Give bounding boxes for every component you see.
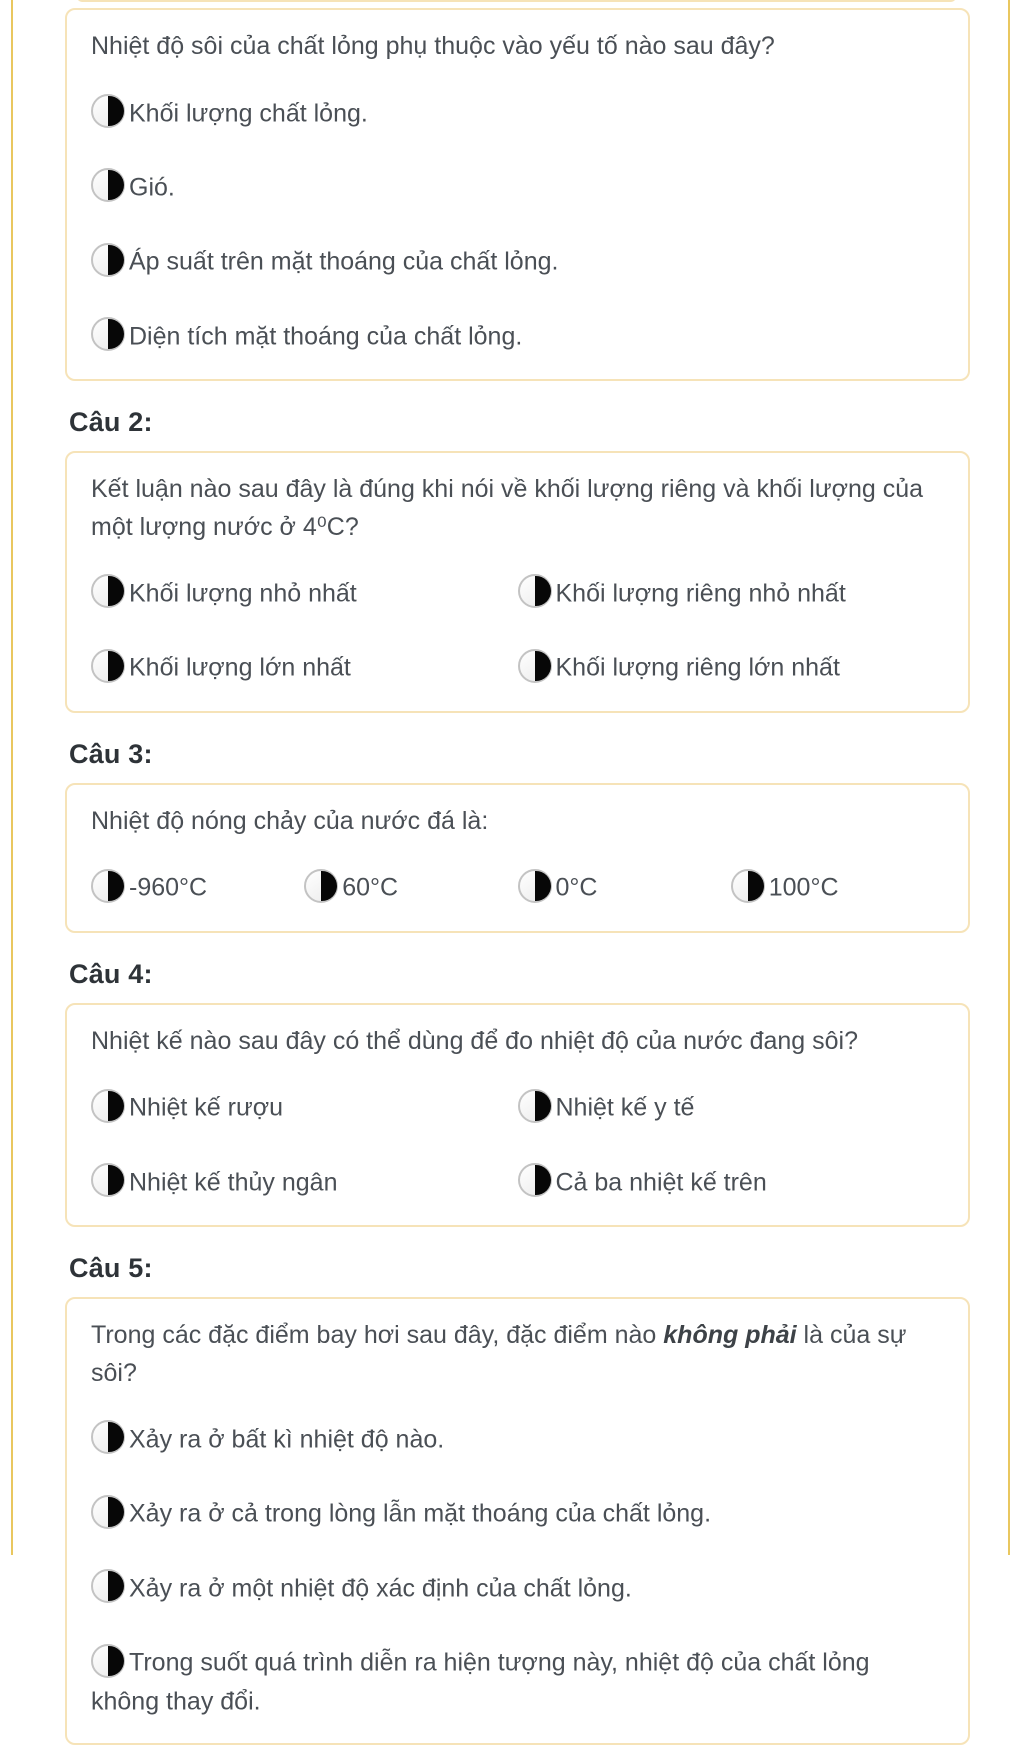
answer-option-label: Khối lượng nhỏ nhất: [129, 579, 357, 608]
answer-option-label: Gió.: [129, 173, 175, 202]
question-text: [91, 1317, 944, 1392]
answer-option[interactable]: [91, 1494, 944, 1532]
question-box: [65, 451, 970, 713]
question-text: Nhiệt kế nào sau đây có thể dùng để đo nhiệt độ của nước đang sôi?: [91, 1026, 859, 1055]
answer-option[interactable]: [91, 1420, 944, 1458]
question-box: [65, 8, 970, 381]
answer-option[interactable]: [91, 574, 518, 612]
answer-option[interactable]: [518, 574, 945, 612]
answer-option[interactable]: [91, 242, 944, 280]
previous-question-box-edge: [77, 0, 956, 2]
answer-option-label: 0°C: [555, 873, 598, 902]
radio-button-icon[interactable]: [91, 1495, 125, 1529]
question-text: Kết luận nào sau đây là đúng khi nói về khối lượng riêng và khối lượng của một lượng nước ở 4⁰C?: [91, 475, 924, 541]
radio-button-icon[interactable]: [91, 869, 125, 903]
radio-button-icon[interactable]: [518, 574, 552, 608]
radio-button-icon[interactable]: [91, 1569, 125, 1603]
answer-option[interactable]: [91, 868, 304, 906]
question-label: Câu 3:: [69, 738, 153, 769]
answer-option-label: Khối lượng riêng nhỏ nhất: [555, 579, 846, 608]
answer-option[interactable]: [518, 1088, 945, 1126]
page-right-border: [1008, 0, 1010, 1555]
answer-option-label: Trong suốt quá trình diễn ra hiện tượng này, nhiệt độ của chất lỏng không thay đổi.: [91, 1648, 870, 1715]
answer-option-label: Xảy ra ở một nhiệt độ xác định của chất lỏng.: [129, 1574, 632, 1603]
answer-option[interactable]: [91, 1643, 944, 1719]
question-box: [65, 783, 970, 933]
options-group: [91, 574, 944, 687]
question-text-after: là của sự sôi?: [91, 1321, 907, 1387]
question-box: [65, 1297, 970, 1745]
answer-option-label: Áp suất trên mặt thoáng của chất lỏng.: [129, 247, 559, 276]
answer-option[interactable]: [91, 317, 944, 355]
answer-option[interactable]: [518, 1163, 945, 1201]
radio-button-icon[interactable]: [731, 869, 765, 903]
radio-button-icon[interactable]: [91, 168, 125, 202]
question-label: Câu 2:: [69, 407, 153, 438]
question-label: Câu 5:: [69, 1253, 153, 1284]
radio-button-icon[interactable]: [91, 317, 125, 351]
answer-option[interactable]: [91, 168, 944, 206]
radio-button-icon[interactable]: [91, 1089, 125, 1123]
radio-button-icon[interactable]: [91, 649, 125, 683]
radio-button-icon[interactable]: [91, 1163, 125, 1197]
options-group: [91, 1088, 944, 1201]
answer-option-label: -960°C: [129, 873, 208, 902]
options-group: [91, 868, 944, 906]
answer-option-label: Cả ba nhiệt kế trên: [555, 1167, 767, 1196]
radio-button-icon[interactable]: [91, 1644, 125, 1678]
answer-option-label: 60°C: [342, 873, 399, 902]
question-text: Nhiệt độ nóng chảy của nước đá là:: [91, 806, 489, 835]
answer-option-label: Xảy ra ở cả trong lòng lẫn mặt thoáng của chất lỏng.: [129, 1499, 712, 1528]
answer-option-label: Nhiệt kế thủy ngân: [129, 1167, 338, 1196]
answer-option-label: Nhiệt kế rượu: [129, 1093, 284, 1122]
radio-button-icon[interactable]: [91, 1420, 125, 1454]
question-list: [65, 8, 970, 1745]
answer-option-label: Diện tích mặt thoáng của chất lỏng.: [129, 321, 523, 350]
answer-option[interactable]: [91, 648, 518, 686]
question-label: Câu 4:: [69, 958, 153, 989]
answer-option[interactable]: [91, 1569, 944, 1607]
answer-option[interactable]: [91, 94, 944, 132]
answer-option[interactable]: [731, 868, 944, 906]
quiz-content: [65, 0, 970, 1745]
answer-option-label: 100°C: [768, 873, 839, 902]
answer-option[interactable]: [304, 868, 517, 906]
question-text: Nhiệt độ sôi của chất lỏng phụ thuộc vào yếu tố nào sau đây?: [91, 32, 775, 60]
radio-button-icon[interactable]: [91, 574, 125, 608]
answer-option-label: Khối lượng chất lỏng.: [129, 98, 368, 127]
options-group: [91, 1420, 944, 1719]
question-text-emphasis: không phải: [663, 1321, 797, 1350]
answer-option-label: Xảy ra ở bất kì nhiệt độ nào.: [129, 1425, 445, 1454]
answer-option[interactable]: [518, 648, 945, 686]
radio-button-icon[interactable]: [518, 1089, 552, 1123]
radio-button-icon[interactable]: [518, 1163, 552, 1197]
answer-option-label: Khối lượng lớn nhất: [129, 653, 351, 682]
page-left-border: [11, 0, 13, 1555]
radio-button-icon[interactable]: [304, 869, 338, 903]
answer-option[interactable]: [91, 1163, 518, 1201]
question-text-before: Trong các đặc điểm bay hơi sau đây, đặc điểm nào: [91, 1321, 664, 1350]
radio-button-icon[interactable]: [518, 649, 552, 683]
question-box: [65, 1003, 970, 1227]
options-group: [91, 94, 944, 356]
answer-option-label: Khối lượng riêng lớn nhất: [555, 653, 840, 682]
answer-option[interactable]: [91, 1088, 518, 1126]
answer-option[interactable]: [518, 868, 731, 906]
radio-button-icon[interactable]: [91, 94, 125, 128]
radio-button-icon[interactable]: [518, 869, 552, 903]
answer-option-label: Nhiệt kế y tế: [555, 1093, 695, 1122]
radio-button-icon[interactable]: [91, 243, 125, 277]
